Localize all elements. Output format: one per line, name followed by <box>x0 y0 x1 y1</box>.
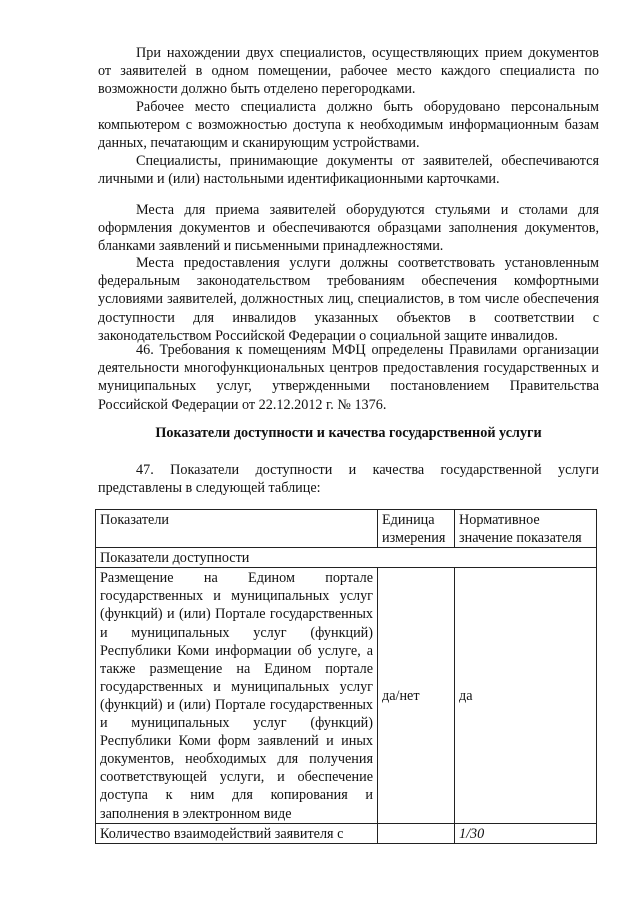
row1-value: да <box>455 568 597 823</box>
table-header-row <box>96 510 597 548</box>
paragraph-accessibility: Места предоставления услуги должны соответствовать установленным федеральным законодательством требованиям обеспечения комфортными условиями заявителей, должностных лиц, специалистов, в том числе обеспечения доступности для инвалидов указанных объектов в соответствии с законодательством Российской Федерации о социальной защите инвалидов. <box>98 255 599 344</box>
row2-value: 1/30 <box>455 823 597 843</box>
row2-indicator: Количество взаимодействий заявителя с <box>96 823 378 843</box>
section-heading: Показатели доступности и качества государственной услуги <box>155 425 542 441</box>
paragraph-workstation: Рабочее место специалиста должно быть оборудовано персональным компьютером с возможностью доступа к необходимым информационным базам данных, печатающим и сканирующим устройствами. <box>98 99 599 152</box>
paragraph-partitions: При нахождении двух специалистов, осуществляющих прием документов от заявителей в одном помещении, рабочее место каждого специалиста по возможности должно быть отделено перегородками. <box>98 45 599 98</box>
row1-indicator: Размещение на Едином портале государственных и муниципальных услуг (функций) и (или) Портале государственных и муниципальных услуг (функций) Республики Коми информации об услуге, а также размещение на Едином портале государственных и муниципальных услуг (функций) и (или) Портале государственных и муниципальных услуг (функций) Республики Коми форм заявлений и иных документов, необходимых для получения соответствующей услуги, и обеспечение доступа к ним для копирования и заполнения в электронном виде <box>96 568 378 823</box>
paragraph-46: 46. Требования к помещениям МФЦ определены Правилами организации деятельности многофункциональных центров предоставления государственных и муниципальных услуг, утвержденными постановлением Правительства Российской Федерации от 22.12.2012 г. № 1376. <box>98 342 599 413</box>
indicators-table <box>95 509 597 844</box>
table-row <box>96 568 597 823</box>
table-row <box>96 823 597 843</box>
row2-unit <box>378 823 455 843</box>
group-accessibility: Показатели доступности <box>96 548 597 568</box>
header-norm-value: Нормативное значение показателя <box>455 510 597 548</box>
paragraph-47: 47. Показатели доступности и качества государственной услуги представлены в следующей таблице: <box>98 462 599 497</box>
header-indicators: Показатели <box>96 510 378 548</box>
header-unit: Единица измерения <box>378 510 455 548</box>
row1-unit: да/нет <box>378 568 455 823</box>
table-group-row <box>96 548 597 568</box>
paragraph-id-cards: Специалисты, принимающие документы от заявителей, обеспечиваются личными и (или) настольными идентификационными карточками. <box>98 153 599 188</box>
paragraph-reception-places: Места для приема заявителей оборудуются стульями и столами для оформления документов и обеспечиваются образцами заполнения документов, бланками заявлений и письменными принадлежностями. <box>98 202 599 255</box>
